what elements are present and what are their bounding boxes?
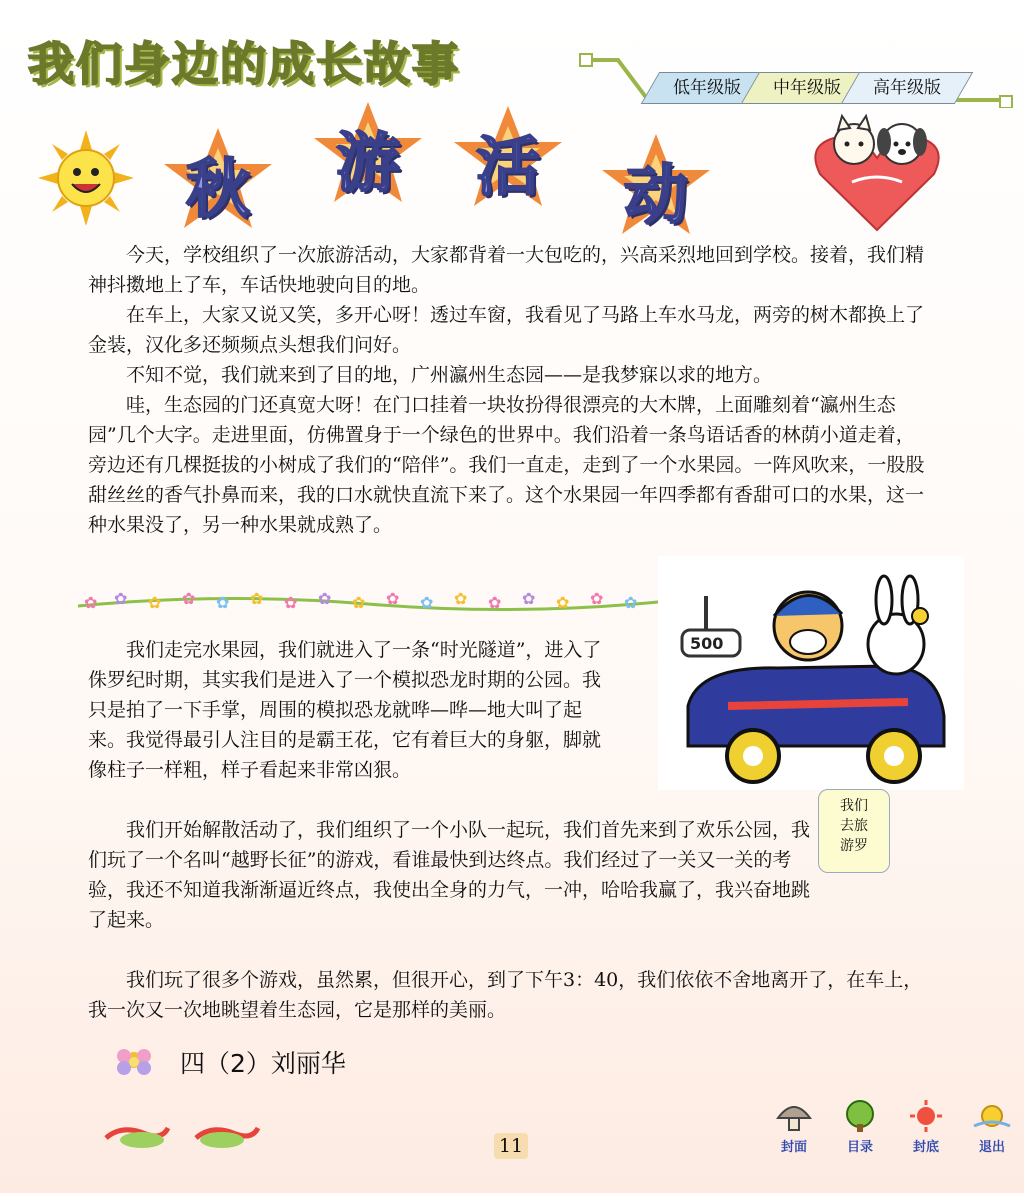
paragraph-1: 今天，学校组织了一次旅游活动，大家都背着一大包吃的，兴高采烈地回到学校。接着，我们精神抖擞地上了车，车话快地驶向目的地。	[88, 244, 925, 296]
flower-icon	[110, 1042, 158, 1082]
svg-text:✿: ✿	[182, 589, 196, 608]
author-name: 四（2）刘丽华	[180, 1049, 346, 1078]
tab-upper-grade[interactable]: 高年级版	[841, 72, 973, 104]
paragraph-2: 在车上，大家又说又笑，多开心呀！透过车窗，我看见了马路上车水马龙，两旁的树木都换上了金装，汉化多还频频点头想我们问好。	[88, 304, 925, 356]
svg-text:✿: ✿	[556, 593, 570, 612]
svg-text:✿: ✿	[454, 589, 468, 608]
page-navigation	[768, 1100, 1018, 1155]
nav-back-cover[interactable]: 封底	[900, 1100, 952, 1155]
title-char-travel: 游	[308, 98, 428, 218]
paragraph-3: 不知不觉，我们就来到了目的地，广州瀛州生态园——是我梦寐以求的地方。	[126, 364, 773, 386]
article-body-end	[88, 965, 930, 1025]
nav-exit[interactable]: 退出	[966, 1100, 1018, 1155]
page-number: 11	[494, 1133, 528, 1159]
svg-text:✿: ✿	[250, 589, 264, 608]
svg-text:✿: ✿	[488, 593, 502, 612]
paragraph-6: 我们开始解散活动了，我们组织了一个小队一起玩，我们首先来到了欢乐公园，我们玩了一个名叫“越野长征”的游戏，看谁最快到达终点。我们经过了一关又一关的考验，我还不知道我渐渐逼近终点，我使出全身的力气，一冲，哈哈我赢了，我兴奋地跳了起来。	[88, 819, 811, 931]
sun-icon	[38, 130, 134, 226]
title-char-autumn: 秋	[158, 124, 278, 244]
svg-text:✿: ✿	[148, 593, 162, 612]
nav-contents[interactable]: 目录	[834, 1100, 886, 1155]
svg-text:✿: ✿	[84, 593, 98, 612]
svg-text:✿: ✿	[386, 589, 400, 608]
svg-text:✿: ✿	[318, 589, 332, 608]
svg-text:✿: ✿	[590, 589, 604, 608]
svg-text:✿: ✿	[420, 593, 434, 612]
svg-text:✿: ✿	[216, 593, 230, 612]
svg-text:✿: ✿	[522, 589, 536, 608]
site-title: 我们身边的成长故事	[28, 37, 460, 91]
tab-middle-grade[interactable]: 中年级版	[741, 72, 873, 104]
road-sign-500: 500	[690, 634, 724, 653]
svg-text:✿: ✿	[284, 593, 298, 612]
svg-text:✿: ✿	[624, 593, 638, 612]
cat-dog-heart-illustration	[812, 112, 942, 232]
tab-lower-grade[interactable]: 低年级版	[641, 72, 773, 104]
flower-divider	[78, 588, 658, 618]
paragraph-5: 我们走完水果园，我们就进入了一条“时光隧道”，进入了侏罗纪时期，其实我们是进入了一个模拟恐龙时期的公园。我只是拍了一下手掌，周围的模拟恐龙就哗—哗—地大叫了起来。我觉得最引人注目的是霸王花，它有着巨大的身躯，脚就像柱子一样粗，样子看起来非常凶狠。	[88, 639, 602, 781]
car-illustration	[658, 556, 964, 790]
article-body-top	[88, 240, 930, 540]
mushroom-icon	[774, 1100, 814, 1132]
title-char-activity: 活	[448, 102, 568, 222]
nav-cover[interactable]: 封面	[768, 1100, 820, 1155]
edition-tabs	[650, 72, 950, 106]
svg-text:✿: ✿	[352, 593, 366, 612]
tree-icon	[840, 1100, 880, 1132]
article-body-middle	[88, 635, 618, 785]
svg-text:✿: ✿	[114, 589, 128, 608]
paragraph-4: 哇，生态园的门还真宽大呀！在门口挂着一块妆扮得很漂亮的大木牌，上面雕刻着“瀛州生态园”几个大字。走进里面，仿佛置身于一个绿色的世界中。我们沿着一条鸟语话香的林荫小道走着，旁边还有几棵挺拔的小树成了我们的“陪伴”。我们一直走，走到了一个水果园。一阵风吹来，一股股甜丝丝的香气扑鼻而来，我的口水就快直流下来了。这个水果园一年四季都有香甜可口的水果，这一种水果没了，另一种水果就成熟了。	[88, 394, 925, 536]
article-body-game	[88, 815, 828, 935]
title-char-move: 动	[596, 130, 716, 250]
leaf-decoration	[102, 1120, 262, 1154]
paragraph-7: 我们玩了很多个游戏，虽然累，但很开心，到了下午3：40，我们依依不舍地离开了，在车上，我一次又一次地眺望着生态园，它是那样的美丽。	[88, 969, 923, 1021]
speech-callout: 我们去旅游罗	[818, 789, 890, 873]
yellow-sun-icon	[972, 1100, 1012, 1132]
red-sun-icon	[906, 1100, 946, 1132]
